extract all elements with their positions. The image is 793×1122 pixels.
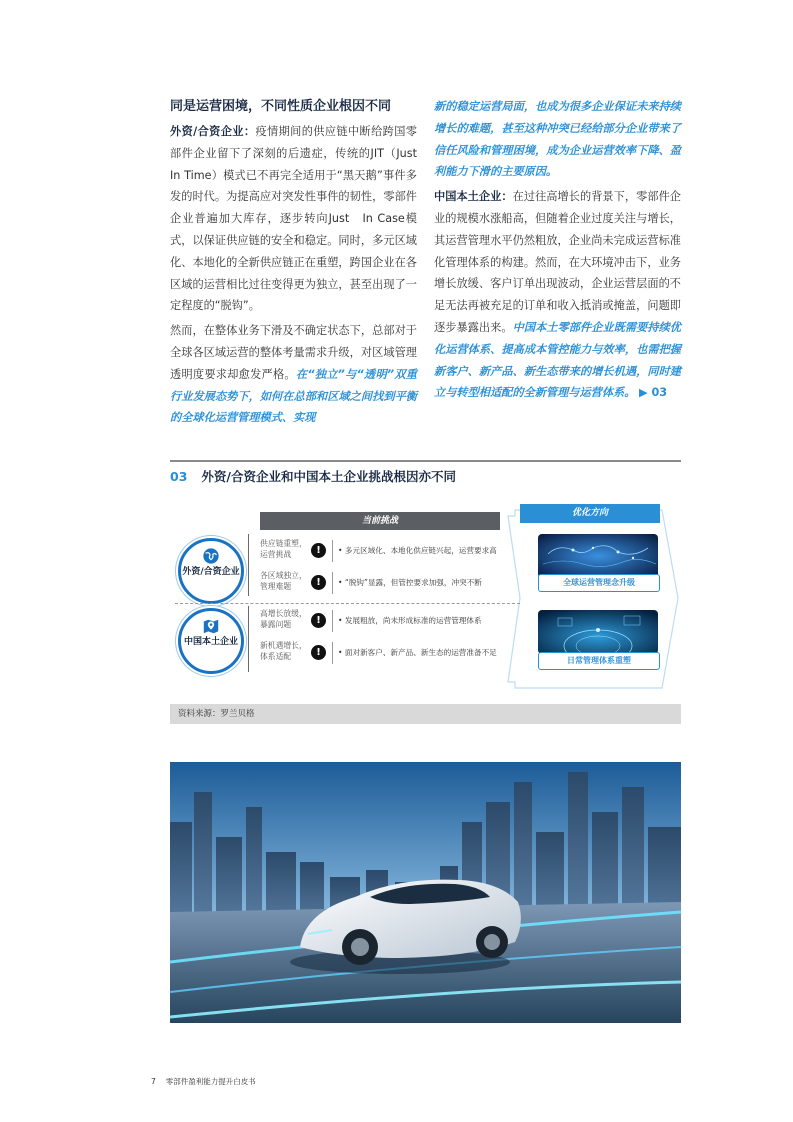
group-local-label: 中国本土企业 — [183, 637, 238, 647]
current-challenge-header: 当前挑战 — [260, 512, 500, 530]
paragraph-foreign-jv-2 — [170, 320, 417, 429]
section-heading: 同是运营困境，不同性质企业根因不同 — [170, 99, 392, 114]
challenge-description: • 多元区域化、本地化供应链兴起，运营要求高 — [338, 546, 497, 555]
globe-icon — [202, 547, 220, 565]
group-foreign-jv-badge — [178, 538, 244, 604]
left-text-column — [170, 96, 417, 432]
challenge-row — [260, 608, 510, 636]
row-divider — [332, 642, 333, 664]
tech-globe-image — [538, 610, 658, 654]
challenge-row — [260, 538, 510, 566]
highlight-continued: 新的稳定运营局面，也成为很多企业保证未来持续增长的难题，甚至这种冲突已经给部分企业带来了信任风险和管理困境，成为企业运营效率下降、盈利能力下滑的主要原因。 — [434, 100, 681, 179]
highlight-local: 中国本土零部件企业既需要持续优化运营体系、提高成本管控能力与效率，也需把握新客户、新产品、新生态带来的增长机遇，同时建立与转型相适配的全新管理与运营体系。 — [434, 320, 681, 400]
warning-icon: ! — [311, 575, 326, 590]
figure-title-text: 外资/合资企业和中国本土企业挑战根因亦不同 — [201, 469, 456, 484]
direction-label-local: 日常管理体系重塑 — [538, 652, 660, 670]
paragraph-local-text: 在过往高增长的背景下，零部件企业的规模水涨船高，但随着企业过度关注与增长，其运营管理水平仍然粗放，企业尚未完成运营标准化管理体系的构建。然而，在大环境冲击下，业务增长放缓、客户订单出现波动，企业运营层面的不足无法再被充足的订单和收入抵消或掩盖，问题即逐步暴露出来。 — [434, 190, 681, 334]
page-number: 7 — [151, 1077, 156, 1086]
challenge-category: 各区域独立，管理难题 — [260, 571, 307, 591]
challenge-category: 供应链重塑，运营挑战 — [260, 539, 307, 559]
map-pin-icon — [202, 617, 220, 635]
challenge-description: • 面对新客户、新产品、新生态的运营准备不足 — [338, 648, 497, 657]
group-divider — [175, 603, 520, 604]
row-divider — [332, 540, 333, 562]
group-foreign-jv-bracket — [248, 534, 249, 596]
right-text-column — [434, 96, 681, 407]
figure-reference-link[interactable]: ▶ 03 — [638, 386, 668, 400]
paragraph-foreign-jv-text: 疫情期间的供应链中断给跨国零部件企业留下了深刻的后遗症，传统的JIT（Just In Time）模式已不再完全适用于“黑天鹅”事件多发的时代。为提高应对突发性事件的韧性，零部件企业普遍加大库存，逐步转向Just In Case模式，以保证供应链的安全和稳定。同时，多元区域化、本地化的全新供应链正在重塑，跨国企业在各区域的运营相比过往变得更为独立，甚至出现了一定程度的“脱钩”。 — [170, 125, 417, 313]
lead-foreign-jv: 外资/合资企业： — [170, 125, 256, 138]
group-foreign-jv-label: 外资/合资企业 — [182, 567, 240, 577]
document-title: 零部件盈利能力提升白皮书 — [165, 1077, 256, 1086]
group-local-badge — [178, 608, 244, 674]
concept-car-photo — [170, 762, 681, 1023]
figure-top-rule — [170, 460, 681, 462]
challenge-category: 新机遇增长，体系适配 — [260, 641, 307, 661]
challenge-diagram — [170, 498, 681, 694]
challenge-row — [260, 640, 510, 668]
challenge-row — [260, 570, 510, 598]
concept-car-illustration — [170, 762, 681, 1023]
direction-label-global: 全球运营管理念升级 — [538, 574, 660, 592]
figure-title — [170, 467, 456, 485]
lead-local: 中国本土企业： — [434, 190, 513, 204]
warning-icon: ! — [311, 543, 326, 558]
paragraph-local — [434, 186, 681, 404]
challenge-category: 高增长放缓，暴露问题 — [260, 609, 307, 629]
warning-icon: ! — [311, 613, 326, 628]
row-divider — [332, 572, 333, 594]
group-local-bracket — [248, 606, 249, 672]
warning-icon: ! — [311, 645, 326, 660]
page-footer — [151, 1076, 256, 1087]
paragraph-foreign-jv-2-text: 然而，在整体业务下滑及不确定状态下，总部对于全球各区域运营的整体考量需求升级，对区域管理透明度要求却愈发严格。 — [170, 324, 417, 381]
figure-number: 03 — [170, 469, 188, 484]
figure-source — [170, 704, 681, 724]
row-divider — [332, 610, 333, 632]
challenge-description: • “脱钩”显露，但管控要求加强，冲突不断 — [338, 578, 482, 587]
paragraph-continued — [434, 96, 681, 183]
highlight-foreign-jv: 在“独立”与“透明”双重行业发展态势下，如何在总部和区域之间找到平衡的全球化运营管理模式、实现 — [170, 367, 417, 425]
optimization-direction-header: 优化方向 — [520, 504, 660, 523]
source-text: 资料来源：罗兰贝格 — [178, 709, 255, 719]
paragraph-foreign-jv — [170, 121, 417, 317]
challenge-description: • 发展粗放，尚未形成标准的运营管理体系 — [338, 616, 482, 625]
global-network-image — [538, 534, 658, 578]
